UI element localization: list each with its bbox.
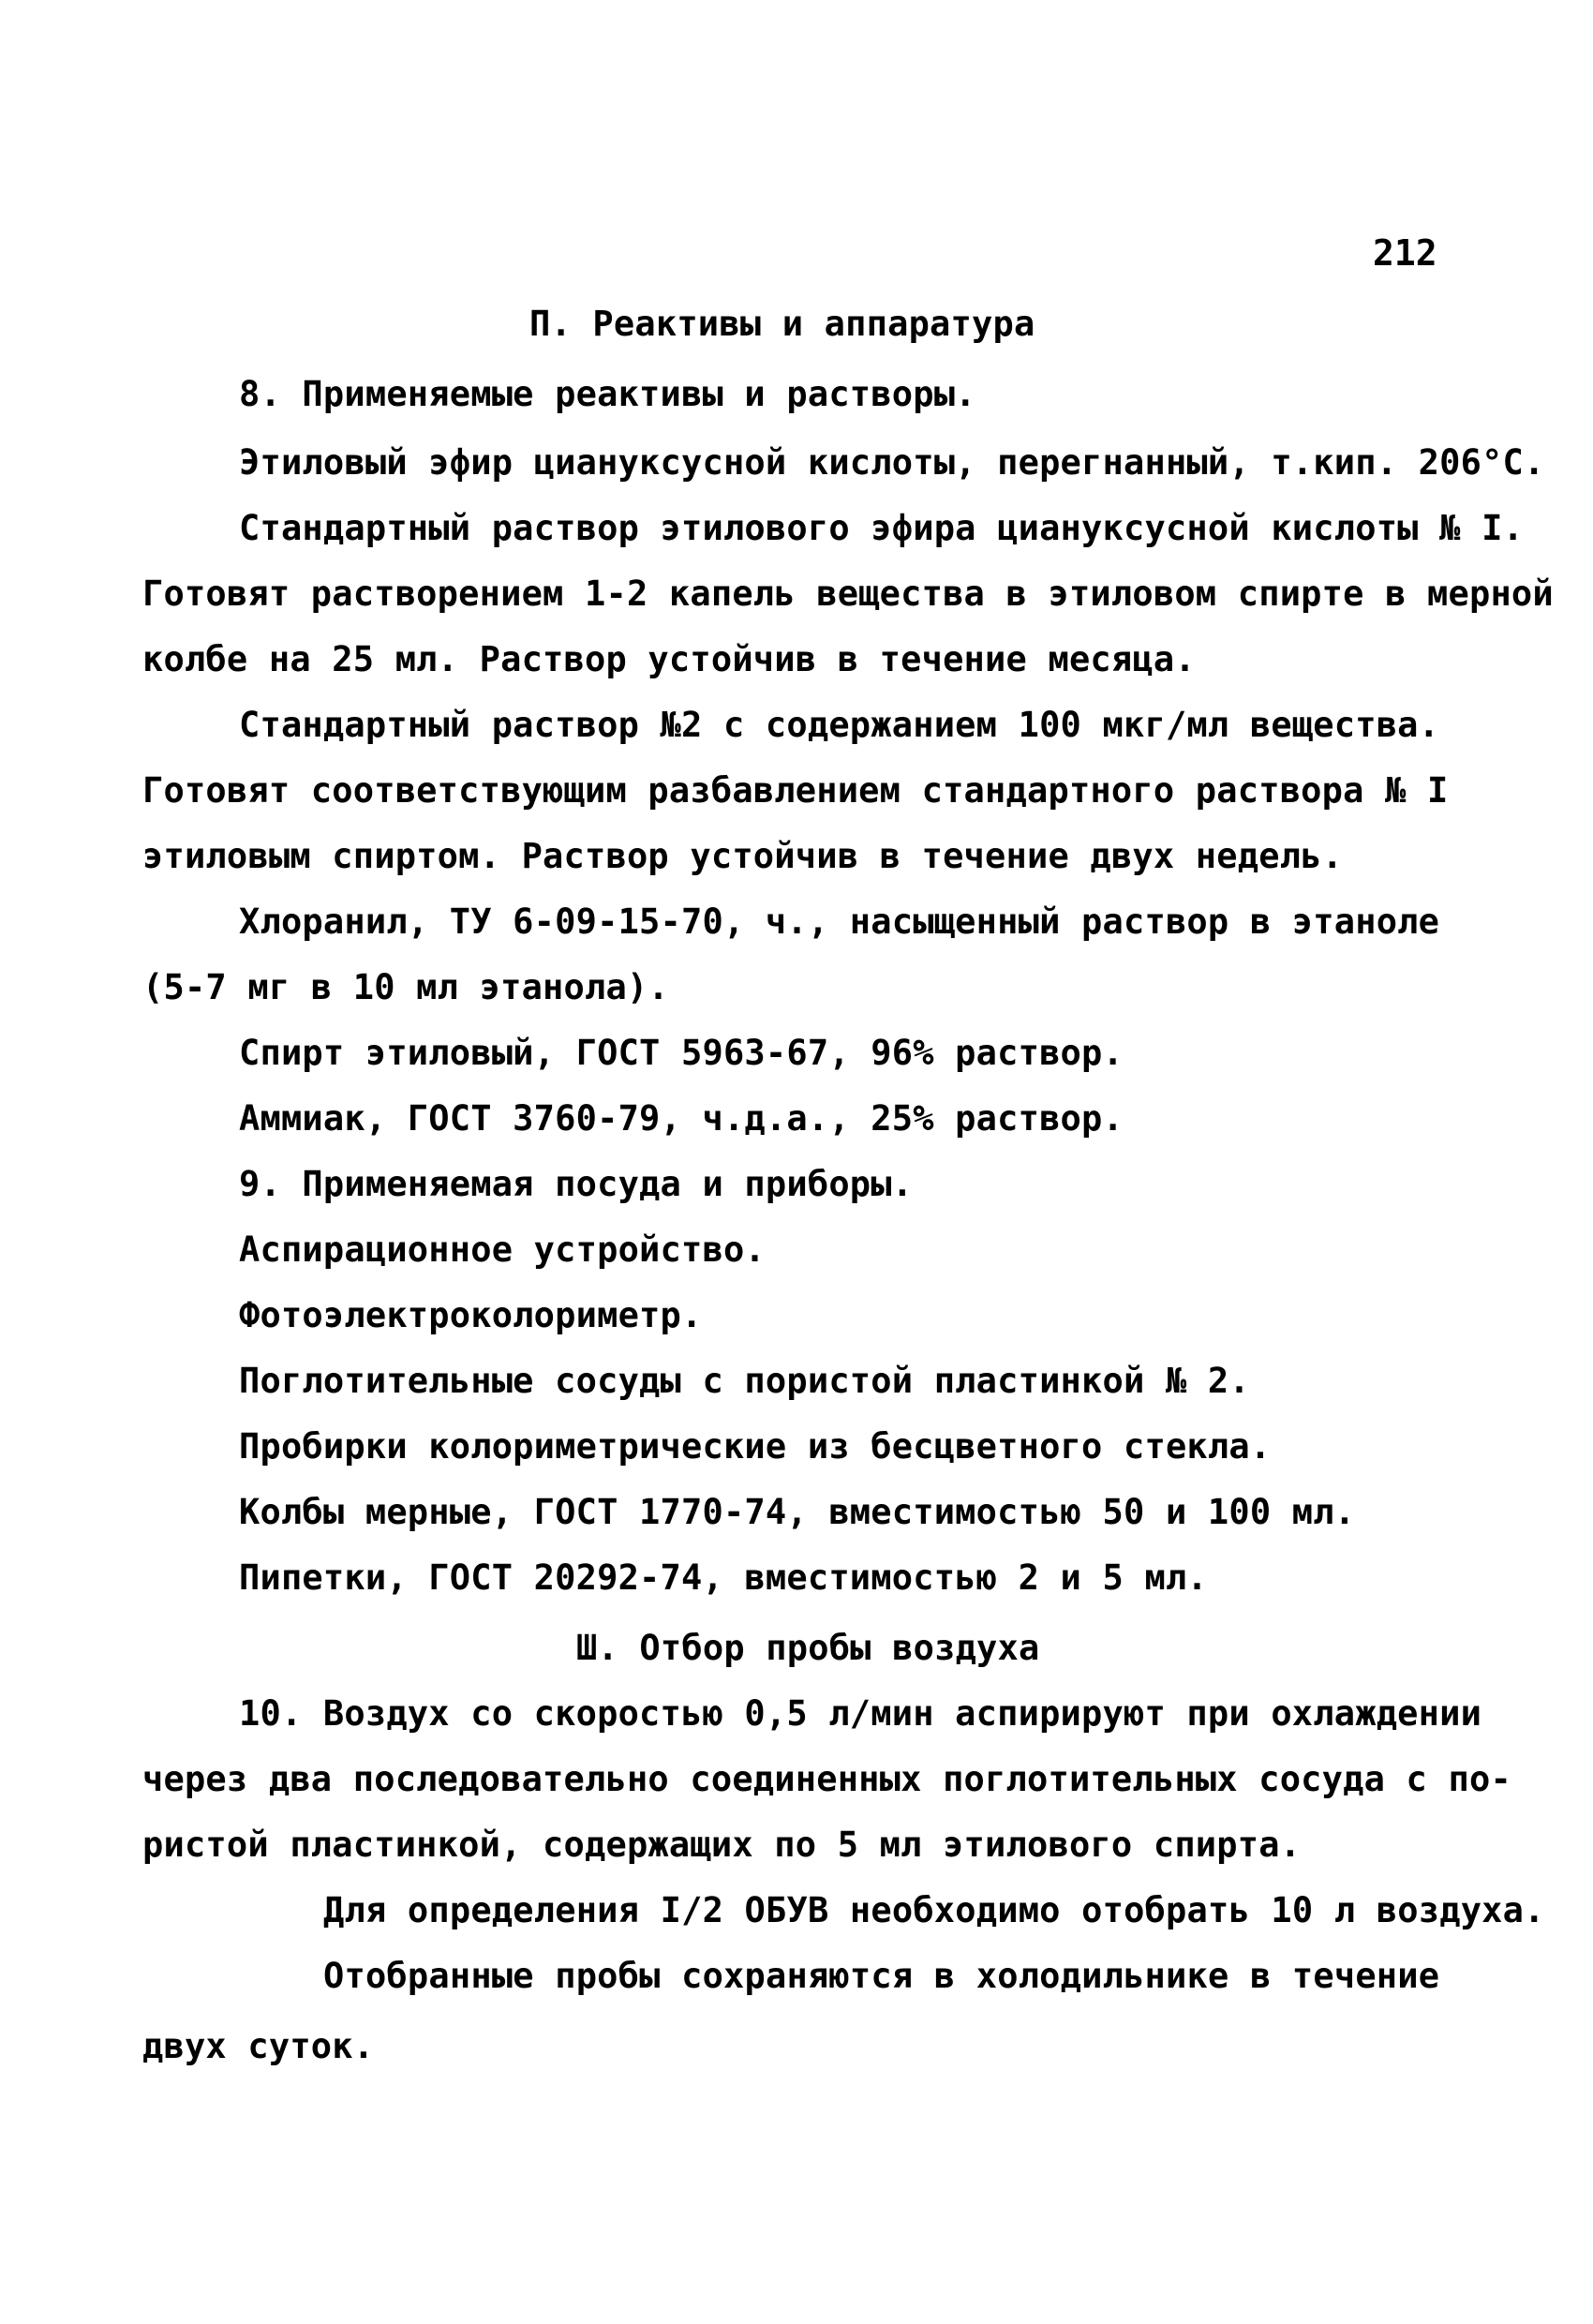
text-line: Этиловый эфир циануксусной кислоты, перегнанный, т.кип. 206°С.	[239, 442, 1545, 483]
text-line: Готовят растворением 1-2 капель вещества в этиловом спирте в мерной	[142, 574, 1554, 614]
text-line: двух суток.	[142, 2026, 375, 2066]
item-9-title: 9. Применяемая посуда и приборы.	[239, 1164, 914, 1204]
page-number: 212	[1373, 232, 1437, 274]
text-line: Поглотительные сосуды с пористой пластинкой № 2.	[239, 1361, 1250, 1401]
text-line: Отобранные пробы сохраняются в холодильнике в течение	[323, 1956, 1440, 1996]
text-line: Колбы мерные, ГОСТ 1770-74, вместимостью 50 и 100 мл.	[239, 1492, 1356, 1532]
text-line: 10. Воздух со скоростью 0,5 л/мин аспирируют при охлаждении	[239, 1693, 1482, 1734]
text-line: Хлоранил, ТУ 6-09-15-70, ч., насыщенный раствор в этаноле	[239, 901, 1440, 942]
section-heading-reagents: П. Реактивы и аппаратура	[529, 304, 1035, 344]
text-line: ристой пластинкой, содержащих по 5 мл этилового спирта.	[142, 1825, 1302, 1865]
item-8-title: 8. Применяемые реактивы и растворы.	[239, 374, 976, 414]
text-line: Аммиак, ГОСТ 3760-79, ч.д.а., 25% раствор.	[239, 1098, 1124, 1139]
text-line: Пипетки, ГОСТ 20292-74, вместимостью 2 и 5 мл.	[239, 1557, 1208, 1598]
text-line: Для определения I/2 ОБУВ необходимо отобрать 10 л воздуха.	[323, 1890, 1545, 1930]
text-line: Спирт этиловый, ГОСТ 5963-67, 96% раствор.	[239, 1033, 1124, 1073]
text-line: через два последовательно соединенных поглотительных сосуда с по-	[142, 1759, 1511, 1799]
text-line: Стандартный раствор №2 с содержанием 100 мкг/мл вещества.	[239, 705, 1440, 745]
text-line: Аспирационное устройство.	[239, 1229, 766, 1270]
text-line: этиловым спиртом. Раствор устойчив в течение двух недель.	[142, 836, 1344, 876]
text-line: Пробирки колориметрические из бесцветного стекла.	[239, 1426, 1272, 1467]
text-line: колбе на 25 мл. Раствор устойчив в течение месяца.	[142, 639, 1196, 679]
text-line: Фотоэлектроколориметр.	[239, 1295, 703, 1335]
text-line: (5-7 мг в 10 мл этанола).	[142, 967, 669, 1007]
text-line: Стандартный раствор этилового эфира циануксусной кислоты № I.	[239, 508, 1525, 548]
section-heading-sampling: Ш. Отбор пробы воздуха	[576, 1628, 1040, 1668]
text-line: Готовят соответствующим разбавлением стандартного раствора № I	[142, 770, 1449, 811]
